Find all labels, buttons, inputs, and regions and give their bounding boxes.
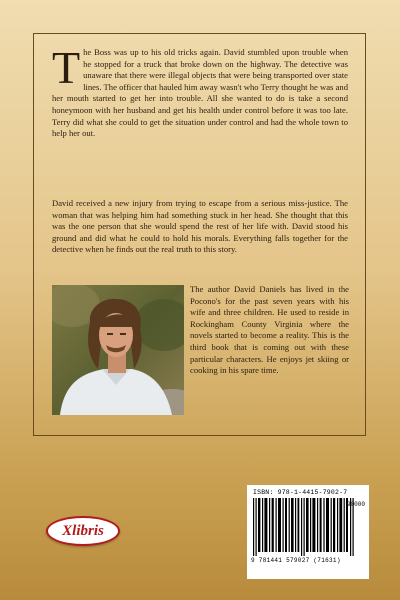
synopsis-paragraph-2: David received a new injury from trying to escape from a serious miss-justice. The woman that was helping him had something stuck in her head. She thought that this was the one person that she would spend the rest of her life with. David stood his ground and did what he could to hold his morals. Everything falls together for the detective when he finds out the real truth to this story. xyxy=(52,198,348,255)
barcode-digits: 9 781441 579027 (71631) xyxy=(251,557,341,564)
barcode-icon xyxy=(251,498,361,556)
author-bio: The author David Daniels has lived in the Pocono's for the past seven years with his wife and three children. He used to reside in Rockingham County Virginia where the novels started to become a reality. This is the third book that is coming out with these particular characters. He enjoys jet skiing or cooking in his spare time. xyxy=(190,284,349,376)
author-photo xyxy=(52,285,184,415)
author-portrait-image xyxy=(52,285,184,415)
isbn-label: ISBN: 978-1-4415-7902-7 xyxy=(253,489,348,496)
publisher-logo xyxy=(46,516,120,546)
synopsis-paragraph-1-text: he Boss was up to his old tricks again. David stumbled upon trouble when he stopped for a truck that broke down on the highway. The detective was unaware that there were illegal objects that were being transported over state lines. The officer that hauled him away wasn't who Terry thought he was and her mouth started to get her into trouble. All she wanted to do is take a second honeymoon with her husband and get his health under control before it was too late. Terry did what she could to get the situation under control and had the whole town to help her out. xyxy=(52,47,348,139)
price-code: 90000 xyxy=(346,501,365,508)
synopsis-paragraph-1 xyxy=(52,47,348,197)
isbn-barcode xyxy=(247,485,369,579)
publisher-logo-text: Xlibris xyxy=(62,522,104,539)
drop-cap: T xyxy=(52,47,81,93)
